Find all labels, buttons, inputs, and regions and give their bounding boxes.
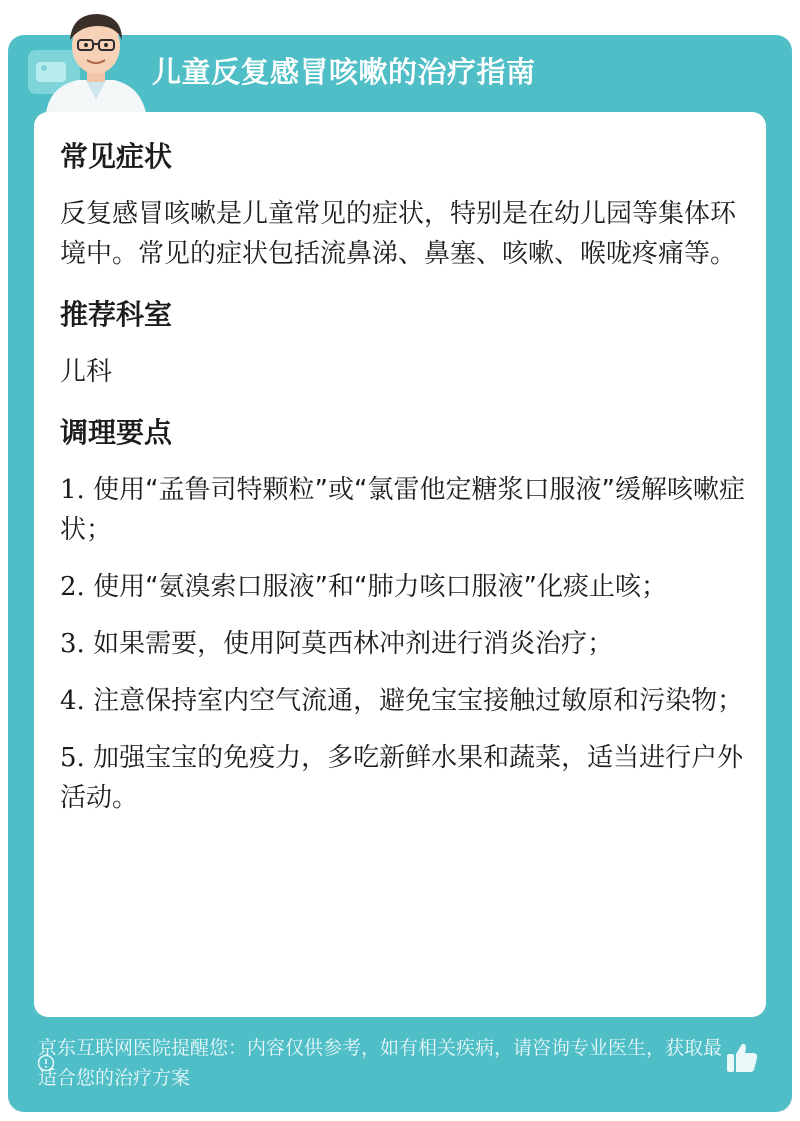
care-item-text: 加强宝宝的免疫力，多吃新鲜水果和蔬菜，适当进行户外活动。 [60,743,744,813]
care-item [60,738,750,818]
care-item-number: 4. [60,686,85,716]
care-item-text: 使用“氨溴索口服液”和“肺力咳口服液”化痰止咳； [93,572,667,602]
care-item-number: 2. [60,572,85,602]
content-card [34,112,766,1017]
symptoms-text: 反复感冒咳嗽是儿童常见的症状，特别是在幼儿园等集体环境中。常见的症状包括流鼻涕、鼻塞、咳嗽、喉咙疼痛等。 [60,199,737,269]
doctor-avatar [28,8,163,113]
care-item-number: 3. [60,629,85,659]
department-heading: 推荐科室 [60,298,173,331]
thumbs-up-icon[interactable] [724,1040,760,1076]
care-item [60,624,750,664]
care-item-text: 使用“孟鲁司特颗粒”或“氯雷他定糖浆口服液”缓解咳嗽症状； [60,475,745,545]
care-item-number: 5. [60,743,85,773]
card-content [60,132,750,835]
care-item [60,681,750,721]
care-item [60,567,750,607]
care-item-number: 1. [60,475,85,505]
department-text: 儿科 [60,357,113,387]
footer-disclaimer: 京东互联网医院提醒您：内容仅供参考，如有相关疾病，请咨询专业医生，获取最适合您的治疗方案 [38,1037,723,1089]
care-heading: 调理要点 [60,416,173,449]
page-title: 儿童反复感冒咳嗽的治疗指南 [152,55,536,89]
care-item-text: 如果需要，使用阿莫西林冲剂进行消炎治疗； [93,629,614,659]
symptoms-heading: 常见症状 [60,140,173,173]
care-item [60,470,750,550]
care-item-text: 注意保持室内空气流通，避免宝宝接触过敏原和污染物； [93,686,744,716]
